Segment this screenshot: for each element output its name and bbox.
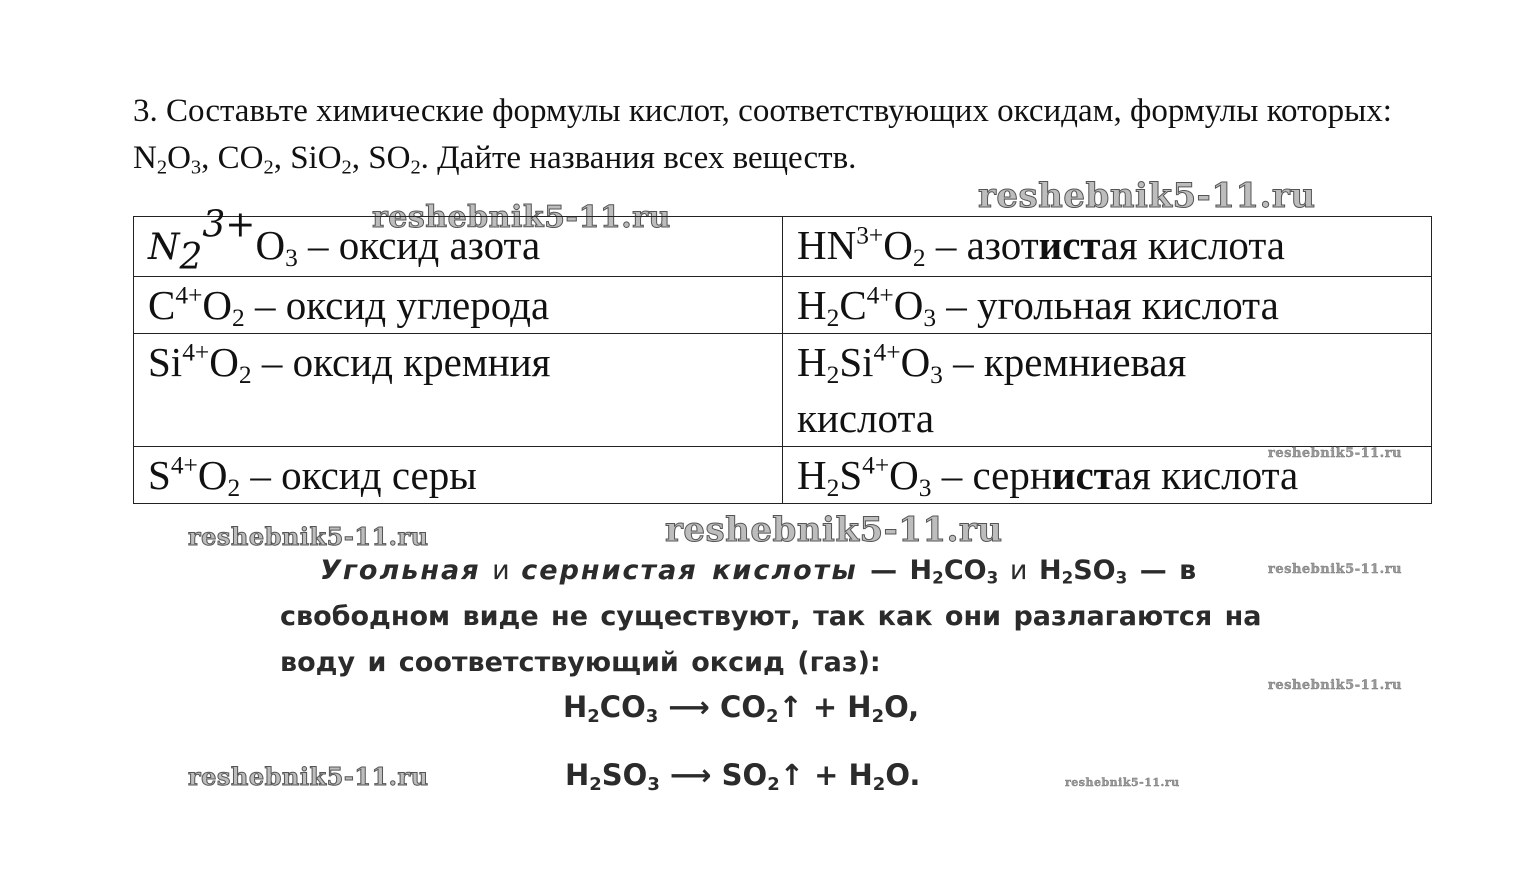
task-number: 3. [133,93,158,129]
acid-cell: $H_2S^{4+}O_3$ – сернистая кислота [783,447,1432,504]
equation-1: $H_2CO_3$ ⟶ $CO_2↑ + H_2O$, [563,690,920,728]
table-row [134,334,1432,447]
watermark: reshebnik5-11.ru [1268,446,1403,461]
watermark: reshebnik5-11.ru [665,510,1003,550]
table-row [134,217,1432,277]
oxide-cell: $N_2^{3+}O_3$ – оксид азота [134,217,783,277]
watermark: reshebnik5-11.ru [1268,562,1403,577]
note-paragraph: Угольная и сернистая кислоты — $H_2CO_3$ и $H_2SO_3$ — в свободном виде не существуют, так как они разлагаются на воду и соответствующий оксид (газ): [280,555,1262,678]
acid-cell: $H_2Si^{4+}O_3$ – кремниевая кислота [783,334,1432,447]
task-text: Составьте химические формулы кислот, соответствующих оксидам, формулы которых: [157,93,1392,129]
watermark: reshebnik5-11.ru [1065,776,1180,789]
table-row [134,447,1432,504]
task-statement: 3. Составьте химические формулы кислот, соответствующих оксидам, формулы которых: $N_2O_3$, $CO_2$, SiO$_2$, $SO_2$. Дайте названия всех веществ. [133,93,1392,179]
watermark: reshebnik5-11.ru [188,522,429,551]
acid-cell: $HN^{3+}O_2$ – азотистая кислота [783,217,1432,277]
oxide-acid-table [133,204,1432,504]
oxide-cell: $Si^{4+}O_2$ – оксид кремния [134,334,783,447]
watermark: reshebnik5-11.ru [1268,678,1403,693]
oxide-cell: $C^{4+}O_2$ – оксид углерода [134,277,783,334]
watermark: reshebnik5-11.ru [978,176,1316,216]
acid-cell: $H_2C^{4+}O_3$ – угольная кислота [783,277,1432,334]
oxide-cell: $S^{4+}O_2$ – оксид серы [134,447,783,504]
watermark: reshebnik5-11.ru [188,762,429,791]
table-row [134,277,1432,334]
equation-2: $H_2SO_3$ ⟶ $SO_2↑ + H_2O$. [565,758,921,796]
watermark: reshebnik5-11.ru [372,200,671,235]
